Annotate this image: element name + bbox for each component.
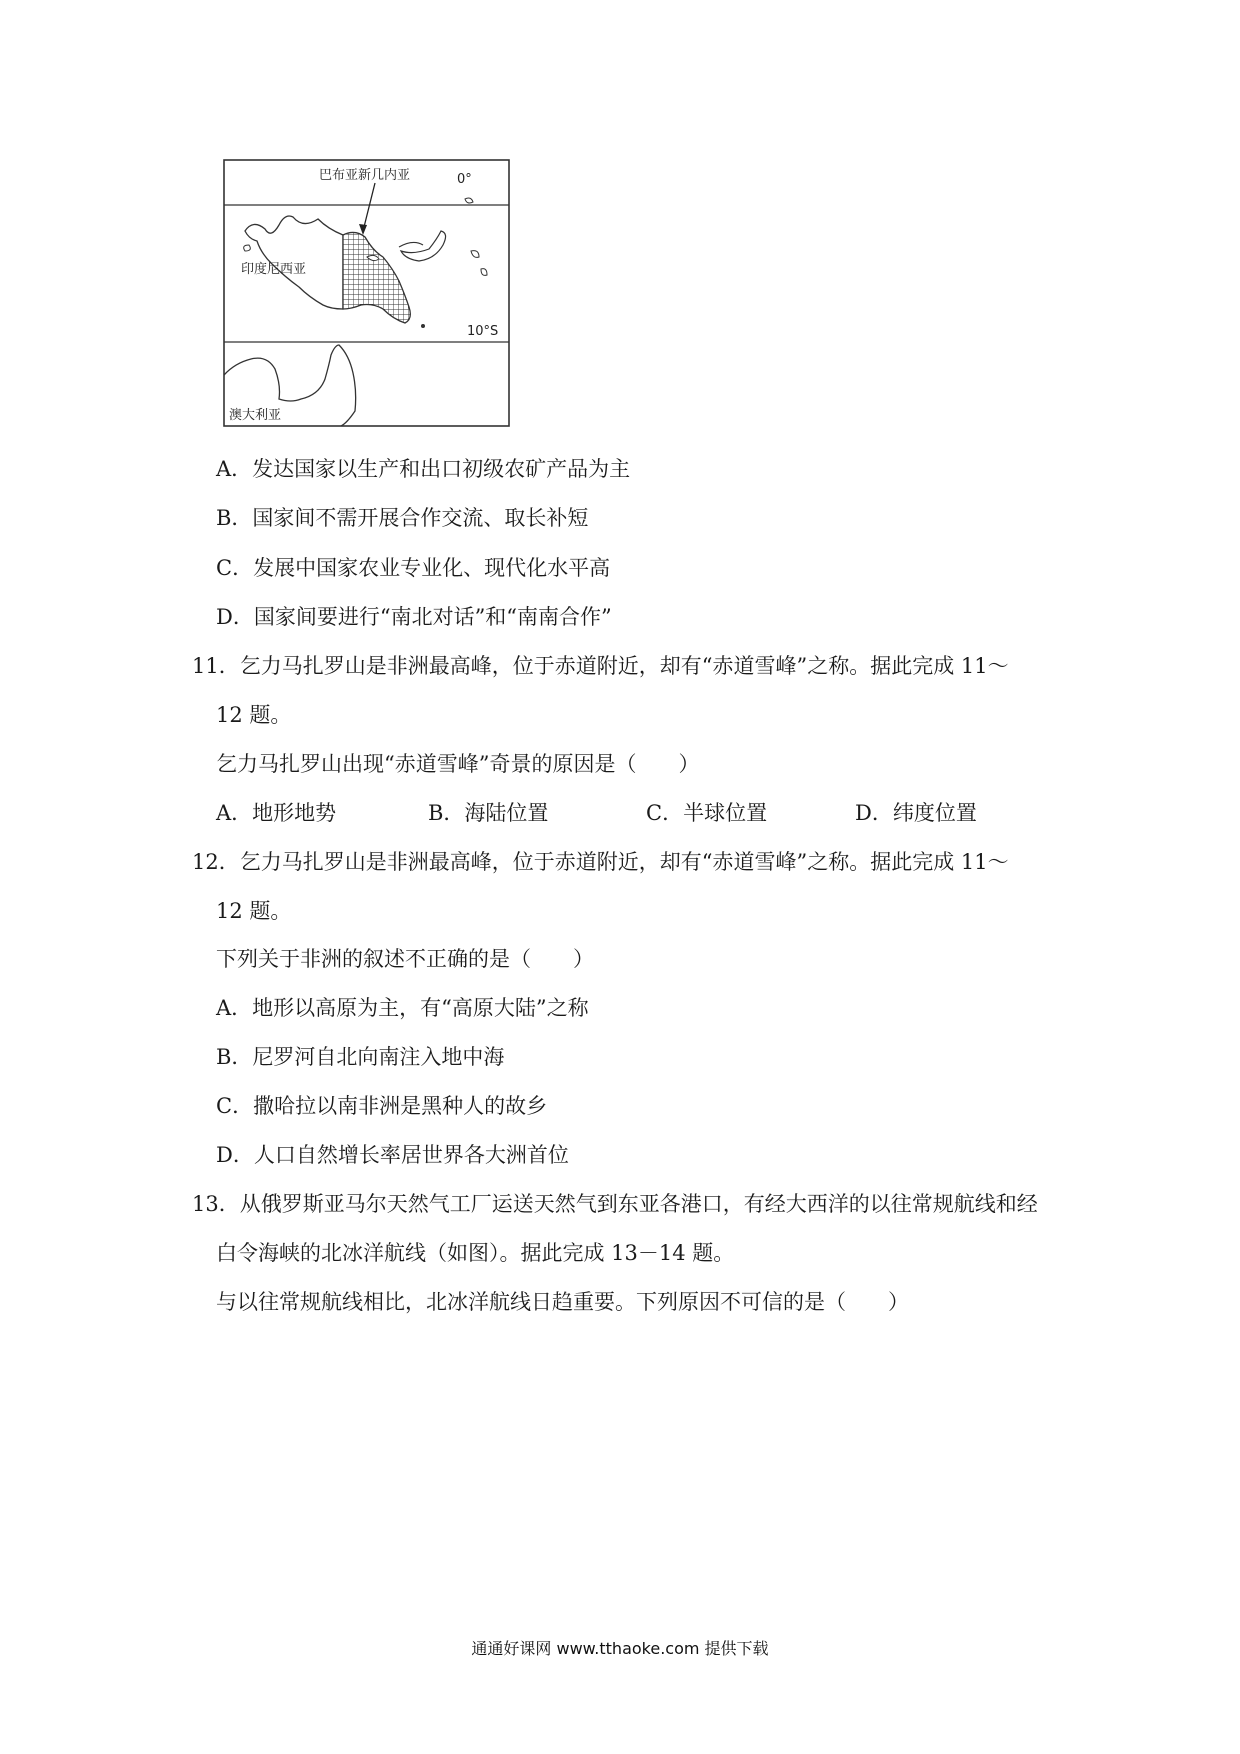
q12-option-a: A．地形以高原为主，有“高原大陆”之称 <box>216 996 589 1020</box>
q10-option-a: A．发达国家以生产和出口初级农矿产品为主 <box>216 457 631 481</box>
q12-stem-line1: 12．乞力马扎罗山是非洲最高峰，位于赤道附近，却有“赤道雪峰”之称。据此完成 11～ <box>192 850 1009 874</box>
islet <box>481 269 487 276</box>
q11-option-b: B．海陆位置 <box>428 801 549 825</box>
map-figure <box>223 159 510 427</box>
q11-stem-line1: 11．乞力马扎罗山是非洲最高峰，位于赤道附近，却有“赤道雪峰”之称。据此完成 11～ <box>192 654 1009 678</box>
q11-question: 乞力马扎罗山出现“赤道雪峰”奇景的原因是（ ） <box>216 752 700 776</box>
australia-label: 澳大利亚 <box>229 408 282 423</box>
new-guinea-map <box>223 159 510 427</box>
q10-option-b: B．国家间不需开展合作交流、取长补短 <box>216 506 589 530</box>
q13-stem-line1: 13．从俄罗斯亚马尔天然气工厂运送天然气到东亚各港口，有经大西洋的以往常规航线和经 <box>192 1192 1038 1216</box>
page-footer: 通通好课网 www.tthaoke.com 提供下载 <box>471 1639 769 1658</box>
q10-option-c: C．发展中国家农业专业化、现代化水平高 <box>216 556 611 580</box>
lat-0-label: 0° <box>457 172 472 187</box>
indonesia-label: 印度尼西亚 <box>241 262 307 277</box>
q11-option-c: C．半球位置 <box>646 801 768 825</box>
q13-stem-line2: 白令海峡的北冰洋航线（如图）。据此完成 13－14 题。 <box>216 1241 735 1265</box>
q12-option-b: B．尼罗河自北向南注入地中海 <box>216 1045 505 1069</box>
q11-stem-line2: 12 题。 <box>216 703 292 727</box>
islet <box>421 324 425 328</box>
islet <box>244 245 251 251</box>
q12-stem-line2: 12 题。 <box>216 899 292 923</box>
q13-question: 与以往常规航线相比，北冰洋航线日趋重要。下列原因不可信的是（ ） <box>216 1290 909 1314</box>
q11-option-a: A．地形地势 <box>216 801 337 825</box>
q10-option-d: D．国家间要进行“南北对话”和“南南合作” <box>216 605 612 629</box>
q11-option-d: D．纬度位置 <box>855 801 977 825</box>
q12-option-c: C．撒哈拉以南非洲是黑种人的故乡 <box>216 1094 548 1118</box>
q12-option-d: D．人口自然增长率居世界各大洲首位 <box>216 1143 569 1167</box>
lat-10s-label: 10°S <box>467 324 499 339</box>
png-label: 巴布亚新几内亚 <box>319 168 411 183</box>
q12-question: 下列关于非洲的叙述不正确的是（ ） <box>216 947 594 971</box>
